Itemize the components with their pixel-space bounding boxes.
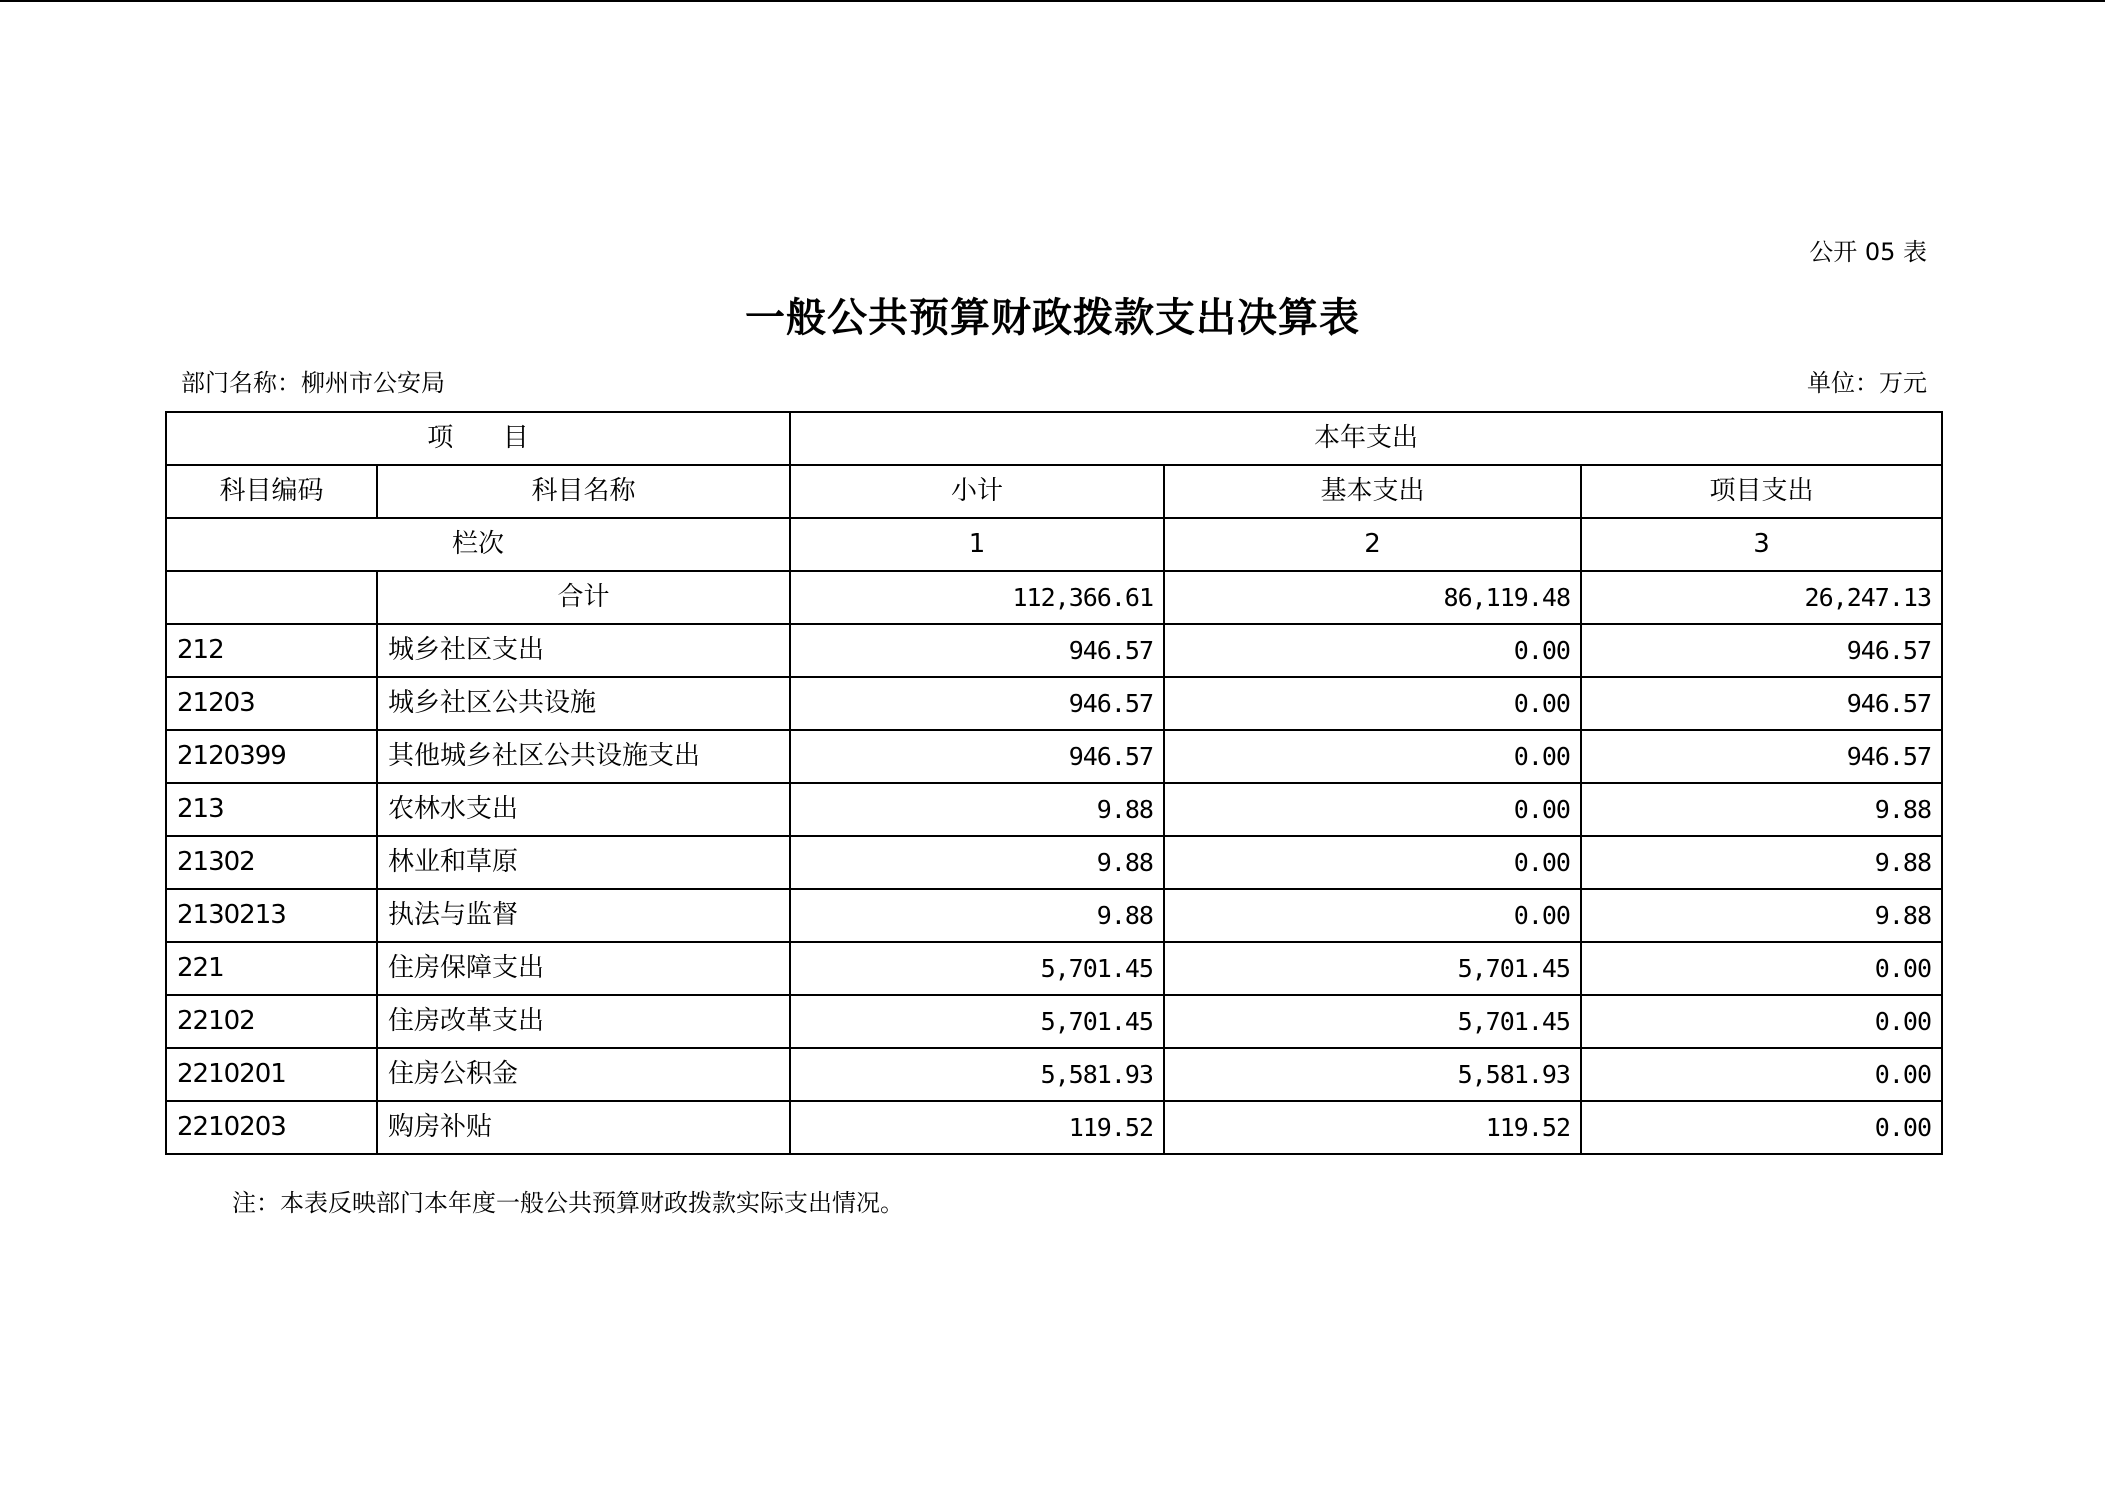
expenditure-table bbox=[165, 411, 1943, 1155]
row-name: 住房改革支出 bbox=[377, 995, 790, 1048]
row-subtotal: 946.57 bbox=[790, 624, 1164, 677]
page-title: 一般公共预算财政拨款支出决算表 bbox=[745, 295, 1360, 341]
row-index-label: 栏次 bbox=[166, 518, 790, 571]
col-header-name: 科目名称 bbox=[377, 465, 790, 518]
row-code: 22102 bbox=[166, 995, 377, 1048]
table-row bbox=[166, 1101, 1942, 1154]
row-subtotal: 9.88 bbox=[790, 889, 1164, 942]
group-header-expense: 本年支出 bbox=[790, 412, 1942, 465]
row-project: 9.88 bbox=[1581, 783, 1942, 836]
total-code-cell bbox=[166, 571, 377, 624]
row-project: 0.00 bbox=[1581, 942, 1942, 995]
row-basic: 5,701.45 bbox=[1164, 995, 1581, 1048]
row-code: 221 bbox=[166, 942, 377, 995]
table-row bbox=[166, 730, 1942, 783]
row-name: 执法与监督 bbox=[377, 889, 790, 942]
row-subtotal: 9.88 bbox=[790, 836, 1164, 889]
table-row bbox=[166, 836, 1942, 889]
row-subtotal: 946.57 bbox=[790, 677, 1164, 730]
row-project: 946.57 bbox=[1581, 624, 1942, 677]
table-row bbox=[166, 942, 1942, 995]
row-name: 林业和草原 bbox=[377, 836, 790, 889]
row-code: 213 bbox=[166, 783, 377, 836]
unit-label: 单位：万元 bbox=[1807, 369, 1927, 397]
col-header-code: 科目编码 bbox=[166, 465, 377, 518]
row-name: 农林水支出 bbox=[377, 783, 790, 836]
row-basic: 119.52 bbox=[1164, 1101, 1581, 1154]
row-basic: 5,581.93 bbox=[1164, 1048, 1581, 1101]
column-index-row bbox=[166, 518, 1942, 571]
form-code: 公开 05 表 bbox=[1809, 238, 1927, 266]
row-code: 21203 bbox=[166, 677, 377, 730]
total-project: 26,247.13 bbox=[1581, 571, 1942, 624]
col-header-subtotal: 小计 bbox=[790, 465, 1164, 518]
row-subtotal: 5,701.45 bbox=[790, 942, 1164, 995]
row-code: 2210203 bbox=[166, 1101, 377, 1154]
row-basic: 0.00 bbox=[1164, 889, 1581, 942]
total-subtotal: 112,366.61 bbox=[790, 571, 1164, 624]
department-name: 部门名称：柳州市公安局 bbox=[181, 369, 445, 397]
row-subtotal: 5,701.45 bbox=[790, 995, 1164, 1048]
table-row bbox=[166, 624, 1942, 677]
total-label: 合计 bbox=[377, 571, 790, 624]
row-code: 2130213 bbox=[166, 889, 377, 942]
row-subtotal: 9.88 bbox=[790, 783, 1164, 836]
row-project: 946.57 bbox=[1581, 677, 1942, 730]
row-basic: 0.00 bbox=[1164, 730, 1581, 783]
top-border-line bbox=[0, 0, 2105, 2]
column-header-row bbox=[166, 465, 1942, 518]
row-subtotal: 946.57 bbox=[790, 730, 1164, 783]
column-index-1: 1 bbox=[790, 518, 1164, 571]
row-basic: 0.00 bbox=[1164, 783, 1581, 836]
row-name: 购房补贴 bbox=[377, 1101, 790, 1154]
row-project: 0.00 bbox=[1581, 1101, 1942, 1154]
footnote: 注：本表反映部门本年度一般公共预算财政拨款实际支出情况。 bbox=[232, 1189, 904, 1217]
row-basic: 5,701.45 bbox=[1164, 942, 1581, 995]
row-code: 21302 bbox=[166, 836, 377, 889]
row-project: 0.00 bbox=[1581, 995, 1942, 1048]
row-project: 0.00 bbox=[1581, 1048, 1942, 1101]
table-row bbox=[166, 995, 1942, 1048]
col-header-project: 项目支出 bbox=[1581, 465, 1942, 518]
row-name: 住房公积金 bbox=[377, 1048, 790, 1101]
column-index-3: 3 bbox=[1581, 518, 1942, 571]
row-project: 946.57 bbox=[1581, 730, 1942, 783]
row-code: 2210201 bbox=[166, 1048, 377, 1101]
row-name: 住房保障支出 bbox=[377, 942, 790, 995]
table-row bbox=[166, 677, 1942, 730]
row-subtotal: 5,581.93 bbox=[790, 1048, 1164, 1101]
row-code: 2120399 bbox=[166, 730, 377, 783]
group-header-item: 项 目 bbox=[166, 412, 790, 465]
row-code: 212 bbox=[166, 624, 377, 677]
row-project: 9.88 bbox=[1581, 836, 1942, 889]
column-index-2: 2 bbox=[1164, 518, 1581, 571]
row-name: 城乡社区公共设施 bbox=[377, 677, 790, 730]
row-subtotal: 119.52 bbox=[790, 1101, 1164, 1154]
row-basic: 0.00 bbox=[1164, 624, 1581, 677]
col-header-basic: 基本支出 bbox=[1164, 465, 1581, 518]
total-row bbox=[166, 571, 1942, 624]
group-header-row bbox=[166, 412, 1942, 465]
row-basic: 0.00 bbox=[1164, 836, 1581, 889]
row-name: 城乡社区支出 bbox=[377, 624, 790, 677]
table-row bbox=[166, 783, 1942, 836]
row-project: 9.88 bbox=[1581, 889, 1942, 942]
table-row bbox=[166, 1048, 1942, 1101]
total-basic: 86,119.48 bbox=[1164, 571, 1581, 624]
row-basic: 0.00 bbox=[1164, 677, 1581, 730]
row-name: 其他城乡社区公共设施支出 bbox=[377, 730, 790, 783]
table-row bbox=[166, 889, 1942, 942]
